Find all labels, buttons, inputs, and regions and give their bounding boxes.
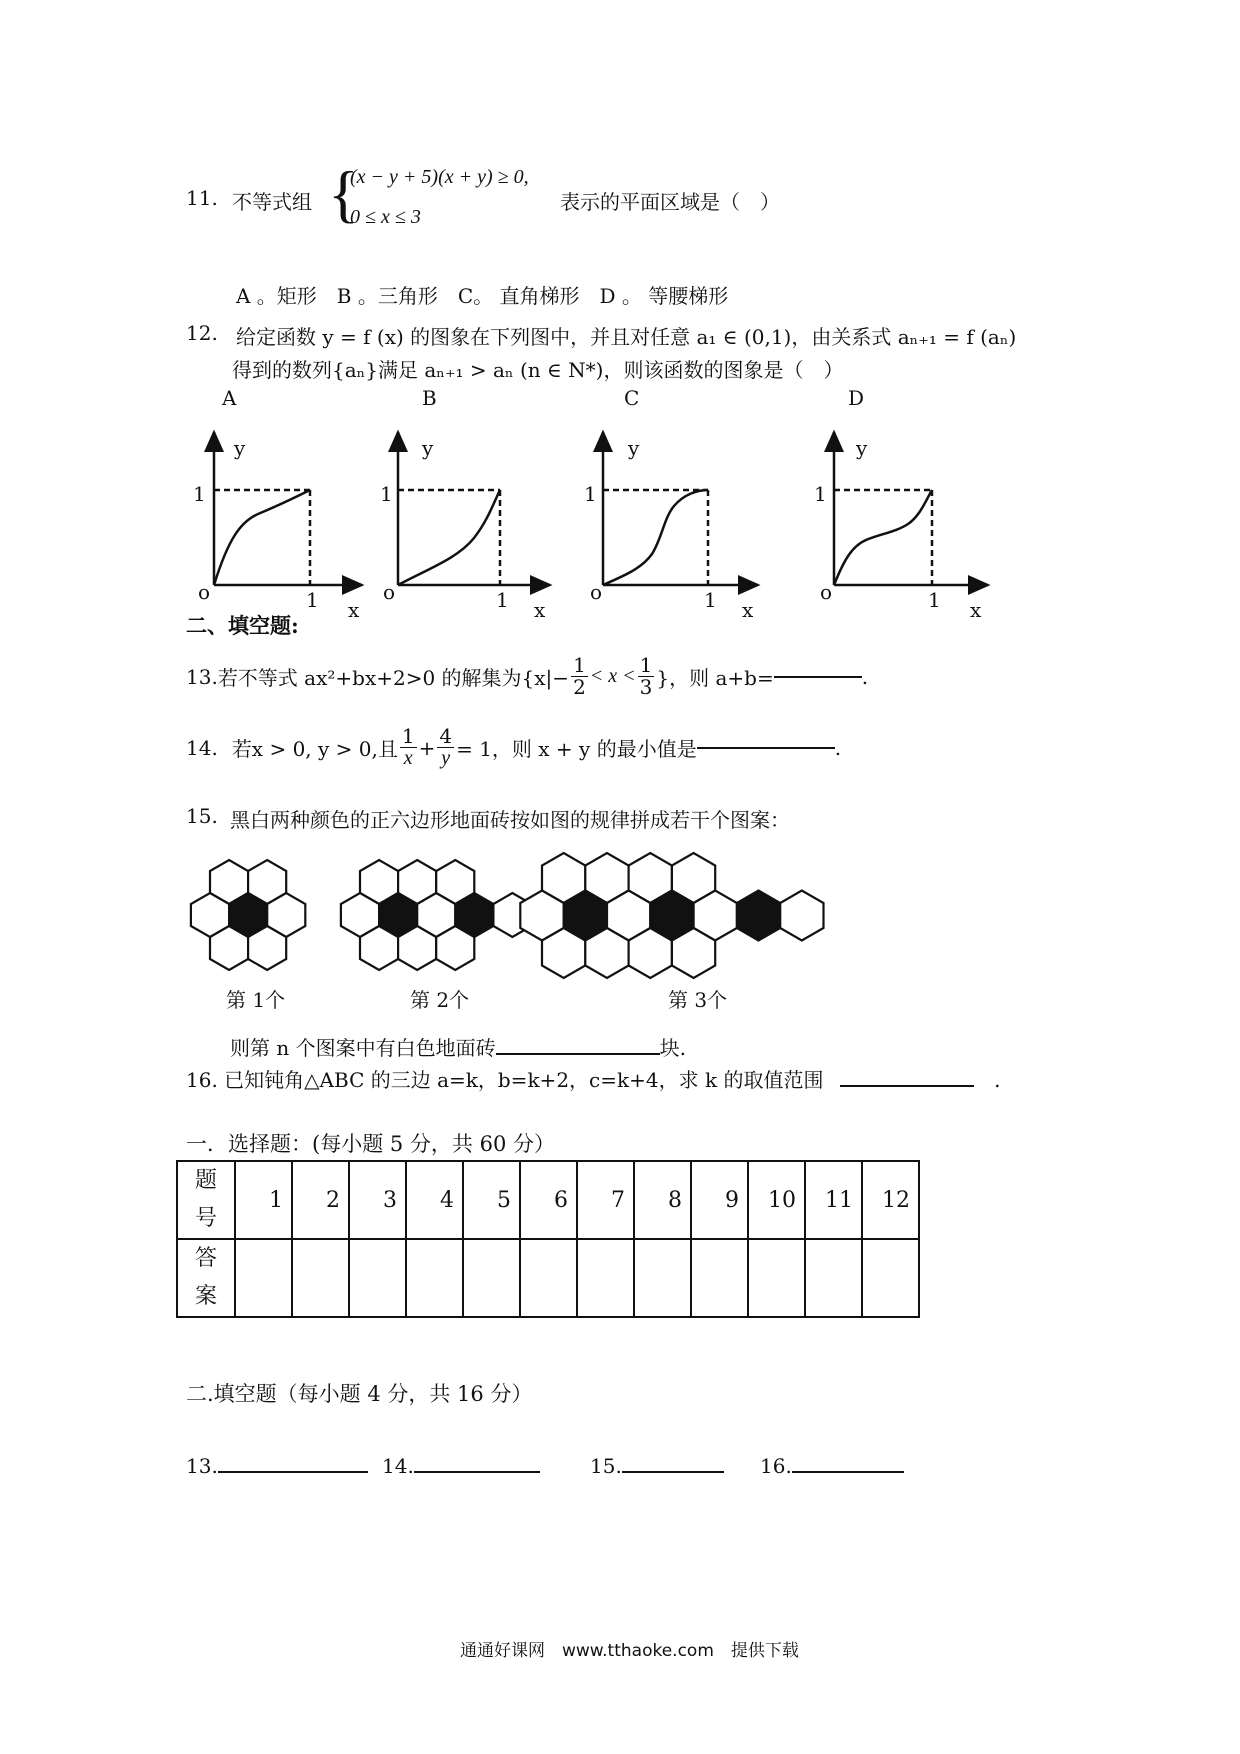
graph-d-one-y: 1 — [814, 482, 827, 506]
graph-b-y-label: y — [422, 436, 434, 460]
graph-b — [398, 432, 550, 585]
number-cell: 3 — [349, 1161, 406, 1239]
number-cell: 7 — [577, 1161, 634, 1239]
graph-b-origin: o — [383, 580, 396, 604]
white-hexagon-tile — [436, 926, 474, 970]
graph-a-x-label: x — [348, 598, 360, 622]
graph-c-one-x: 1 — [704, 588, 717, 612]
q14 — [186, 726, 841, 769]
number-cell: 11 — [805, 1161, 862, 1239]
fill-13-blank[interactable] — [218, 1471, 368, 1473]
q15-result-post: 块. — [659, 1036, 686, 1060]
graph-d-y-label: y — [856, 436, 868, 460]
q11-system-line1: (x − y + 5)(x + y) ≥ 0, — [350, 166, 529, 188]
graph-d-x-label: x — [970, 598, 982, 622]
graph-a-y-label: y — [234, 436, 246, 460]
q11-stem: 不等式组 — [232, 190, 312, 214]
graph-c-one-y: 1 — [584, 482, 597, 506]
number-cell: 4 — [406, 1161, 463, 1239]
answer-cell[interactable] — [235, 1239, 292, 1317]
white-hexagon-tile — [360, 926, 398, 970]
pattern-3-caption: 第 3个 — [668, 988, 728, 1012]
graph-c — [603, 432, 758, 585]
fill-15-blank[interactable] — [622, 1471, 724, 1473]
fill-14-blank[interactable] — [414, 1471, 540, 1473]
pattern-2-caption: 第 2个 — [410, 988, 470, 1012]
answer-cell[interactable] — [349, 1239, 406, 1317]
graph-d-curve — [834, 490, 932, 585]
white-hexagon-tile — [210, 926, 248, 970]
q14-frac2: $\frac{4}{y}$ — [439, 724, 453, 769]
answer-cell[interactable] — [805, 1239, 862, 1317]
fill-13: 13. — [186, 1454, 368, 1478]
q16-number: 16. — [186, 1068, 218, 1092]
white-hexagon-tile — [248, 926, 286, 970]
number-cell: 1 — [235, 1161, 292, 1239]
graph-b-x-label: x — [534, 598, 546, 622]
answer-cell[interactable] — [406, 1239, 463, 1317]
white-hexagon-tile — [398, 926, 436, 970]
graph-b-one-y: 1 — [380, 482, 393, 506]
q12-graphs — [0, 0, 1240, 640]
q16-text: 已知钝角△ABC 的三边 a=k，b=k+2，c=k+4，求 k 的取值范围 — [224, 1068, 824, 1092]
black-hexagon-tile — [737, 891, 780, 941]
q12-line1: 给定函数 y = f (x) 的图象在下列图中，并且对任意 a₁ ∈ (0,1)，由关系式 aₙ₊₁ = f (aₙ) — [236, 325, 1017, 349]
answer-cell[interactable] — [748, 1239, 805, 1317]
number-cell: 8 — [634, 1161, 691, 1239]
q11-brace: { — [328, 158, 359, 229]
number-cell: 12 — [862, 1161, 919, 1239]
q13-end: . — [861, 664, 869, 689]
graph-d-origin: o — [820, 580, 833, 604]
answer-table-number-row — [177, 1161, 919, 1239]
q14-eq: = 1，则 x + y 的最小值是 — [456, 737, 697, 761]
hexagon-patterns — [180, 840, 840, 990]
q14-pre: 若x > 0, y > 0,且 — [231, 737, 398, 761]
q16 — [186, 1064, 1001, 1093]
graph-c-label: C — [624, 386, 640, 410]
q14-frac1: $\frac{1}{x}$ — [401, 724, 415, 769]
fill-16: 16. — [760, 1454, 904, 1478]
q11-system-line2: 0 ≤ x ≤ 3 — [350, 206, 421, 228]
q13-blank[interactable] — [774, 676, 862, 678]
answer-cell[interactable] — [463, 1239, 520, 1317]
q13-mid: < x < — [589, 665, 636, 687]
q12-number: 12. — [186, 321, 218, 345]
q11-options: A 。矩形 B 。三角形 C。 直角梯形 D 。 等腰梯形 — [236, 284, 729, 308]
graph-a-one-x: 1 — [306, 588, 319, 612]
graph-b-one-x: 1 — [496, 588, 509, 612]
graph-a-origin: o — [198, 580, 211, 604]
fill-14: 14. — [382, 1454, 540, 1478]
number-cell: 2 — [292, 1161, 349, 1239]
answer-cell[interactable] — [691, 1239, 748, 1317]
q12-line2: 得到的数列{aₙ}满足 aₙ₊₁ > aₙ (n ∈ N*)，则该函数的图象是（ ） — [232, 358, 844, 382]
graph-c-y-label: y — [628, 436, 640, 460]
fill-15: 15. — [590, 1454, 724, 1478]
answer-cell[interactable] — [634, 1239, 691, 1317]
q13-frac1: $\frac{1}{2}$ — [573, 653, 586, 699]
q14-plus: + — [418, 735, 436, 760]
answer-cell[interactable] — [292, 1239, 349, 1317]
fill-16-blank[interactable] — [792, 1471, 904, 1473]
answer-cell[interactable] — [862, 1239, 919, 1317]
answer-cell[interactable] — [520, 1239, 577, 1317]
pattern-1-caption: 第 1个 — [226, 988, 286, 1012]
white-hexagon-tile — [672, 928, 715, 978]
graph-c-x-label: x — [742, 598, 754, 622]
answer-table-answer-row — [177, 1239, 919, 1317]
q15-result — [230, 1032, 686, 1061]
graph-d-label: D — [848, 386, 865, 410]
q16-blank[interactable] — [840, 1085, 974, 1087]
fill-heading: 二.填空题（每小题 4 分，共 16 分） — [186, 1382, 533, 1406]
white-hexagon-tile — [585, 928, 628, 978]
white-hexagon-tile — [780, 891, 823, 941]
q15-result-pre: 则第 n 个图案中有白色地面砖 — [230, 1036, 496, 1060]
q13-number: 13. — [186, 664, 218, 689]
row1-head: 题号 — [177, 1161, 235, 1239]
white-hexagon-tile — [542, 928, 585, 978]
section2-heading: 二、填空题: — [186, 613, 299, 638]
choice-heading: 一．选择题：(每小题 5 分，共 60 分） — [186, 1132, 555, 1156]
q15-blank[interactable] — [496, 1053, 660, 1055]
q13-pre: 若不等式 ax²+bx+2>0 的解集为{x|− — [217, 666, 570, 690]
q15-text: 黑白两种颜色的正六边形地面砖按如图的规律拼成若干个图案： — [230, 808, 790, 832]
q14-end: . — [834, 735, 842, 760]
graph-a-curve — [214, 490, 310, 585]
q11-number: 11. — [186, 186, 218, 210]
number-cell: 5 — [463, 1161, 520, 1239]
q13-post: }，则 a+b= — [656, 666, 774, 690]
q14-blank[interactable] — [697, 747, 835, 749]
graph-b-label: B — [422, 386, 437, 410]
number-cell: 6 — [520, 1161, 577, 1239]
q13 — [186, 655, 868, 698]
white-hexagon-tile — [629, 928, 672, 978]
row2-head: 答案 — [177, 1239, 235, 1317]
graph-c-origin: o — [590, 580, 603, 604]
q16-end: . — [994, 1068, 1001, 1092]
q14-number: 14. — [186, 735, 218, 760]
q11-tail: 表示的平面区域是（ ） — [560, 190, 780, 214]
q13-frac2: $\frac{1}{3}$ — [639, 653, 653, 699]
number-cell: 9 — [691, 1161, 748, 1239]
answer-cell[interactable] — [577, 1239, 634, 1317]
answer-table — [176, 1160, 920, 1318]
footer-text: 通通好课网 www.tthaoke.com 提供下载 — [460, 1641, 799, 1661]
graph-c-curve — [603, 490, 708, 585]
graph-b-curve — [398, 490, 500, 585]
graph-a-label: A — [222, 386, 237, 410]
q15-number: 15. — [186, 804, 218, 828]
graph-d-one-x: 1 — [928, 588, 941, 612]
number-cell: 10 — [748, 1161, 805, 1239]
graph-a-one-y: 1 — [193, 482, 206, 506]
